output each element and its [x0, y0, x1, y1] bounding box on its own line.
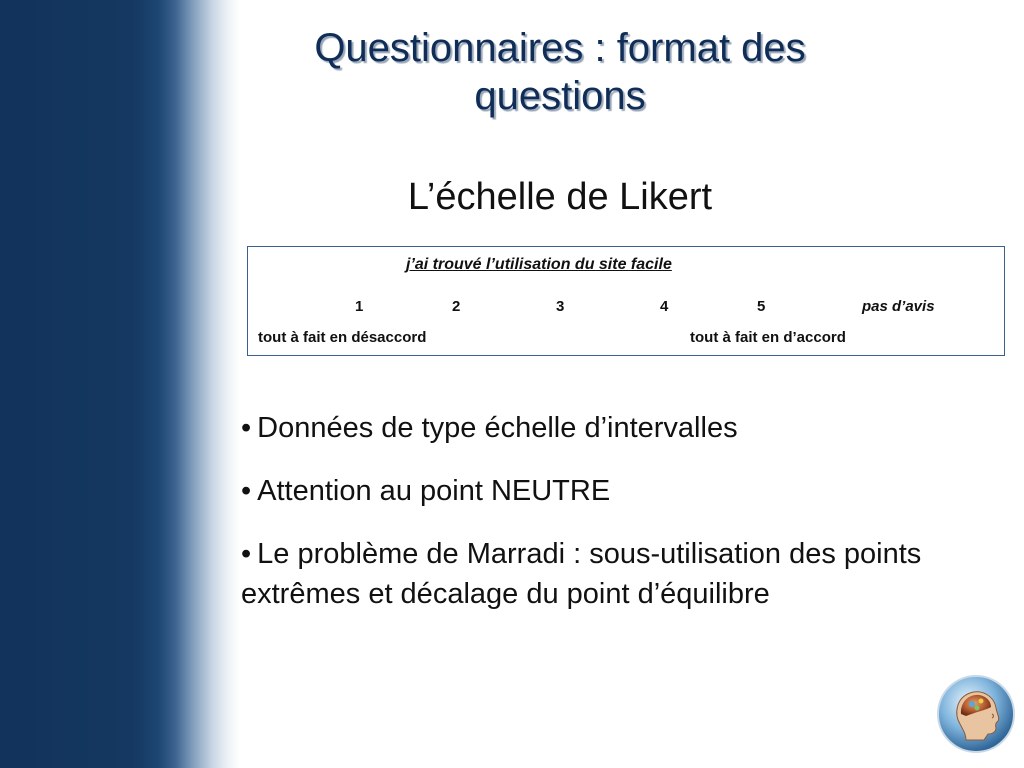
likert-anchor-high: tout à fait en d’accord	[690, 329, 846, 346]
likert-scale-1: 1	[355, 298, 364, 315]
likert-scale-4: 4	[660, 298, 669, 315]
bullet-item	[241, 471, 971, 511]
brain-head-icon	[936, 674, 1016, 754]
likert-example-box	[247, 246, 1005, 356]
bullet-item	[241, 534, 971, 614]
likert-anchor-low: tout à fait en désaccord	[258, 329, 427, 346]
likert-no-opinion: pas d’avis	[862, 298, 935, 315]
bullet-item	[241, 408, 971, 448]
bullet-text: Données de type échelle d’intervalles	[257, 412, 738, 444]
bullet-marker: •	[241, 412, 252, 444]
bullet-text: Le problème de Marradi : sous-utilisation des points extrêmes et décalage du point d’équilibre	[241, 538, 922, 610]
bullet-text: Attention au point NEUTRE	[257, 475, 611, 507]
bullet-list	[241, 408, 971, 637]
bullet-marker: •	[241, 538, 252, 570]
side-gradient-band	[0, 0, 240, 768]
bullet-marker: •	[241, 475, 252, 507]
likert-scale-3: 3	[556, 298, 565, 315]
likert-question: j’ai trouvé l’utilisation du site facile	[406, 256, 672, 273]
slide-title: Questionnaires : format des questions	[314, 26, 806, 118]
slide-subtitle: L’échelle de Likert	[407, 176, 713, 218]
likert-scale-2: 2	[452, 298, 461, 315]
likert-scale-5: 5	[757, 298, 766, 315]
